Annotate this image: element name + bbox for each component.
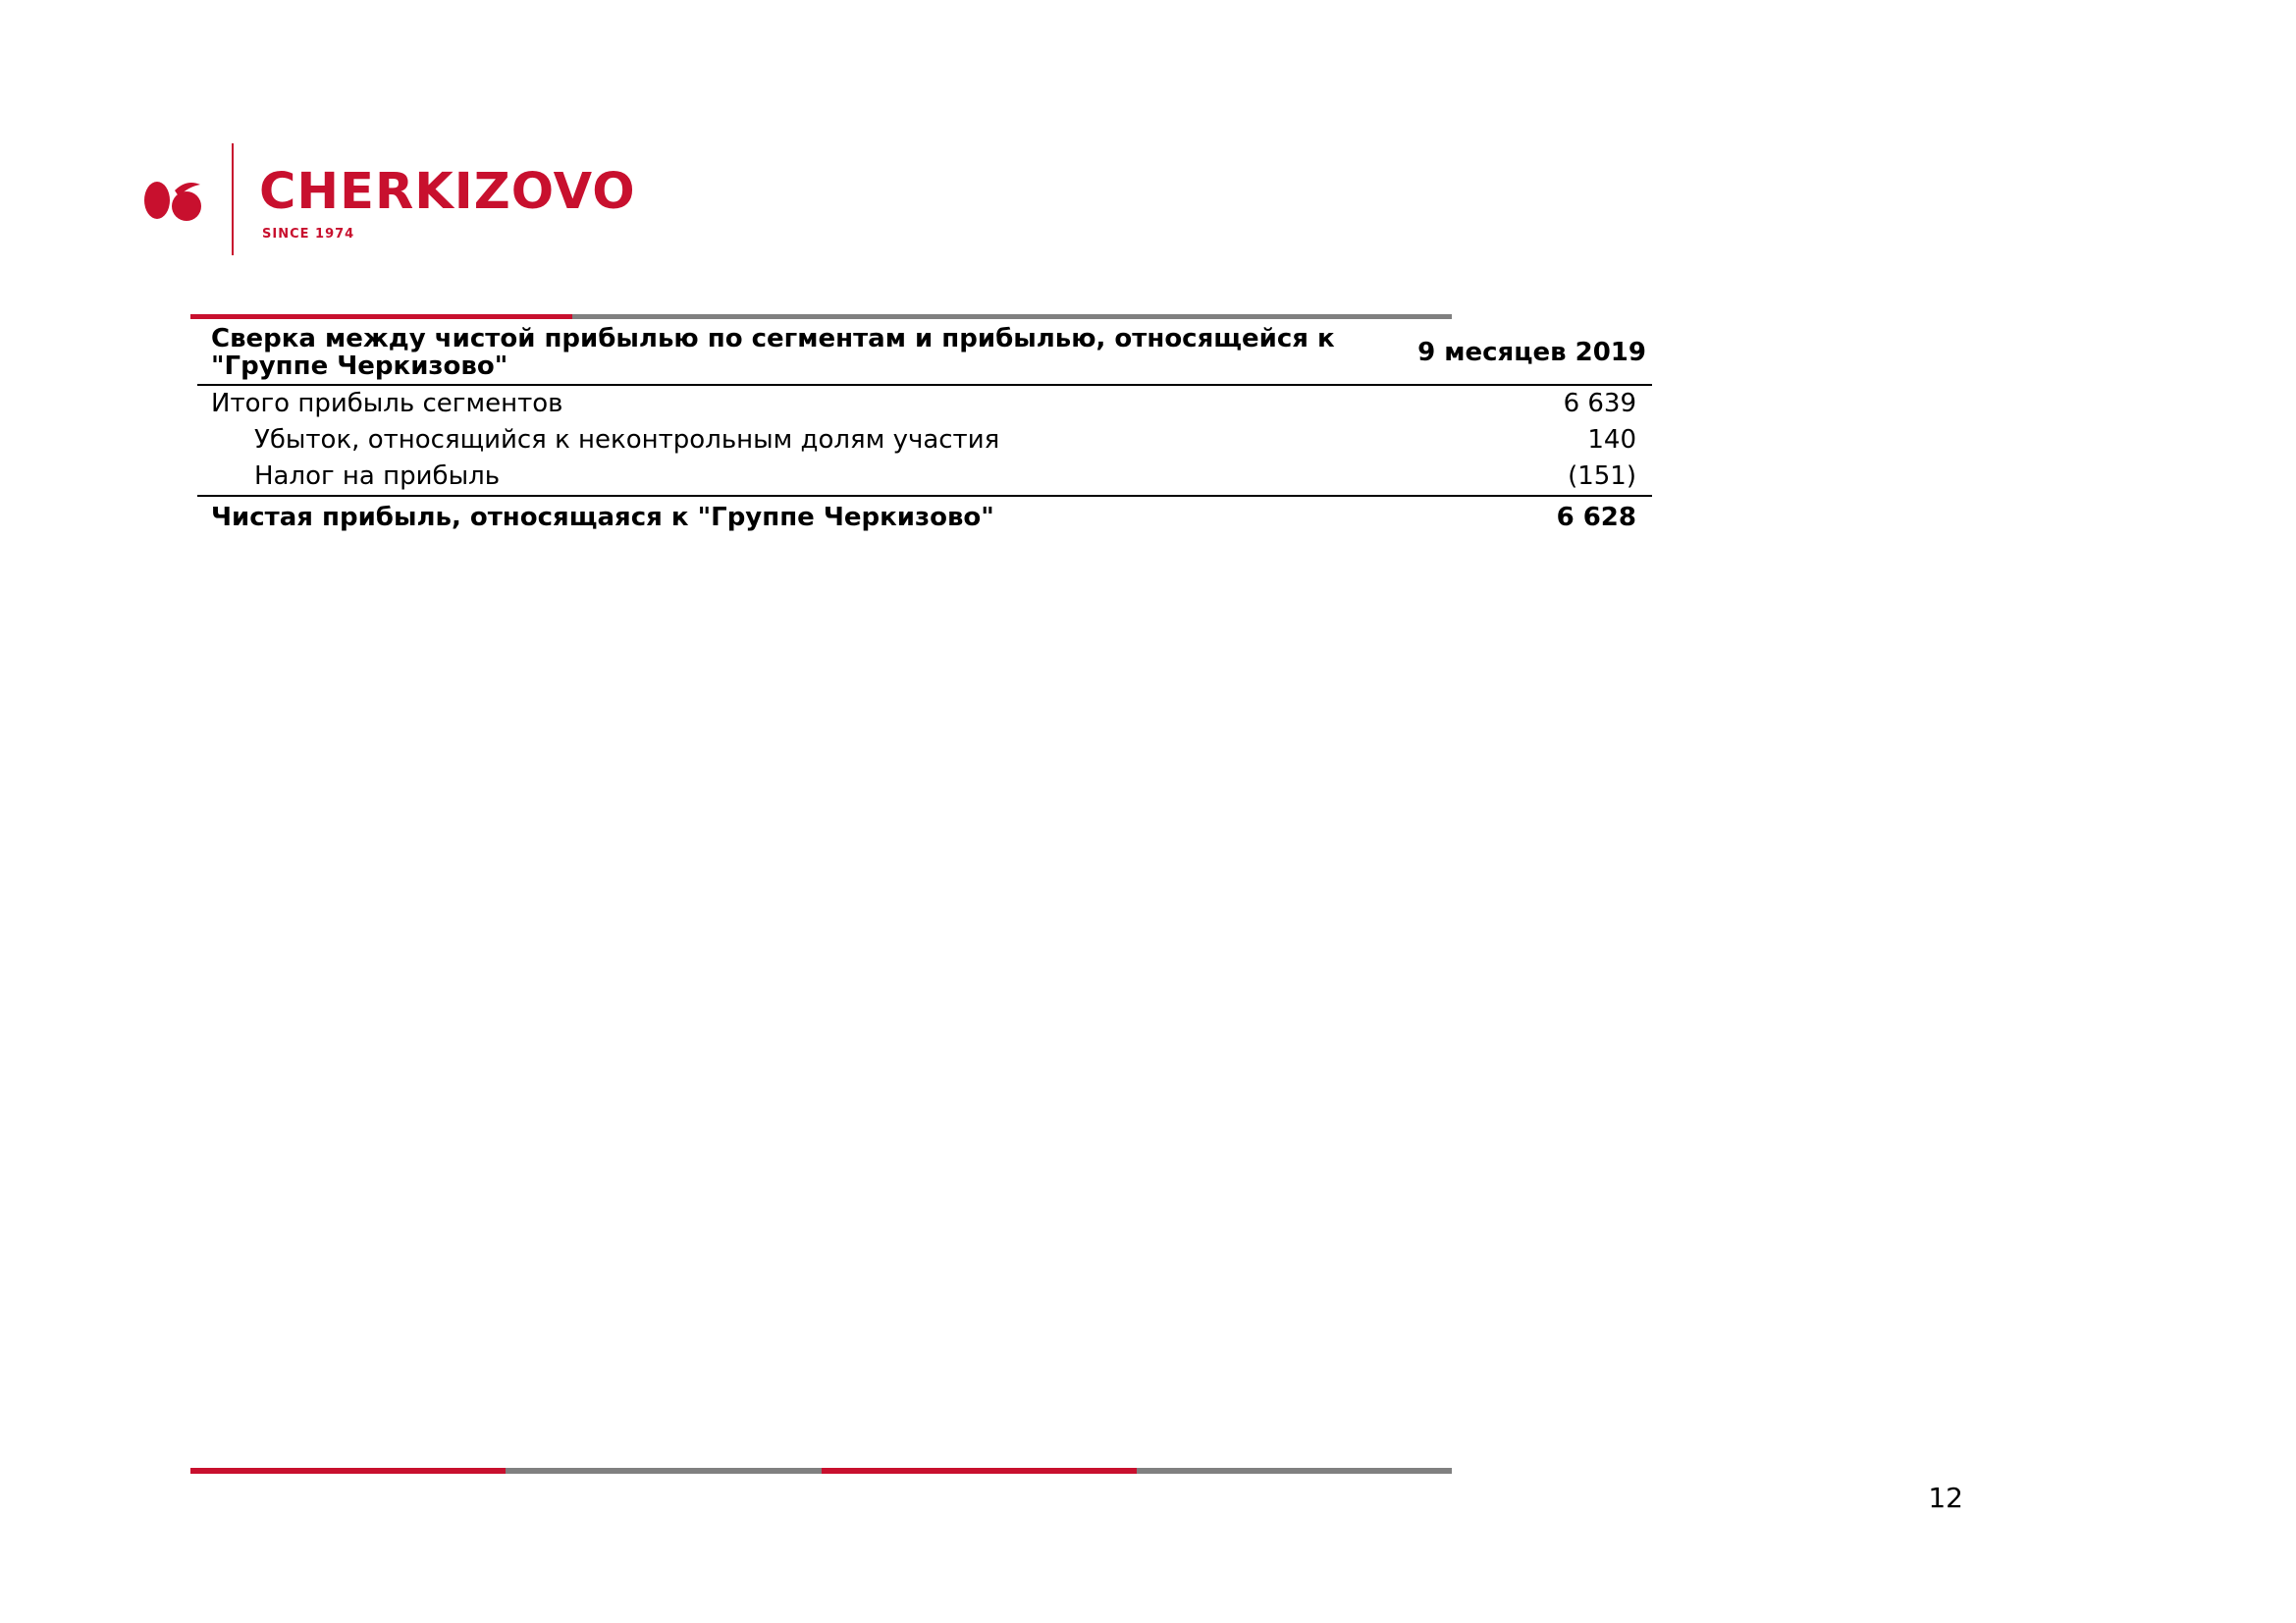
row-value: 140 <box>1587 425 1636 456</box>
bottom-accent-gray <box>506 1468 821 1474</box>
total-value: 6 628 <box>1556 502 1636 532</box>
table-title: Сверка между чистой прибылью по сегментам и прибылью, относящейся к "Группе Черкизово" <box>197 321 1404 385</box>
bottom-accent-bar <box>190 1468 1452 1474</box>
top-accent-red <box>190 314 572 319</box>
cherry-logo-icon <box>143 175 206 222</box>
total-row <box>197 496 1652 538</box>
company-logo <box>143 143 654 257</box>
bottom-accent-red <box>822 1468 1137 1474</box>
row-label: Убыток, относящийся к неконтрольным долям участия <box>254 425 1000 456</box>
total-label: Чистая прибыль, относящаяся к "Группе Черкизово" <box>211 502 994 532</box>
table-row <box>197 422 1652 459</box>
page-number: 12 <box>1928 1482 1963 1514</box>
top-accent-gray <box>572 314 1452 319</box>
period-header: 9 месяцев 2019 <box>1404 321 1652 385</box>
logo-tagline: SINCE 1974 <box>262 227 355 242</box>
row-label: Налог на прибыль <box>197 459 1404 496</box>
table-row <box>197 459 1652 496</box>
row-value: 6 639 <box>1563 389 1636 419</box>
logo-divider <box>232 143 234 255</box>
table-header-row <box>197 321 1652 385</box>
logo-wordmark: CHERKIZOVO <box>259 163 636 221</box>
bottom-accent-red <box>190 1468 506 1474</box>
row-value: (151) <box>1404 459 1652 496</box>
reconciliation-table <box>197 321 1652 538</box>
table-row <box>197 385 1652 422</box>
bottom-accent-gray <box>1137 1468 1452 1474</box>
row-label: Итого прибыль сегментов <box>211 389 563 419</box>
top-accent-bar <box>190 314 1452 319</box>
